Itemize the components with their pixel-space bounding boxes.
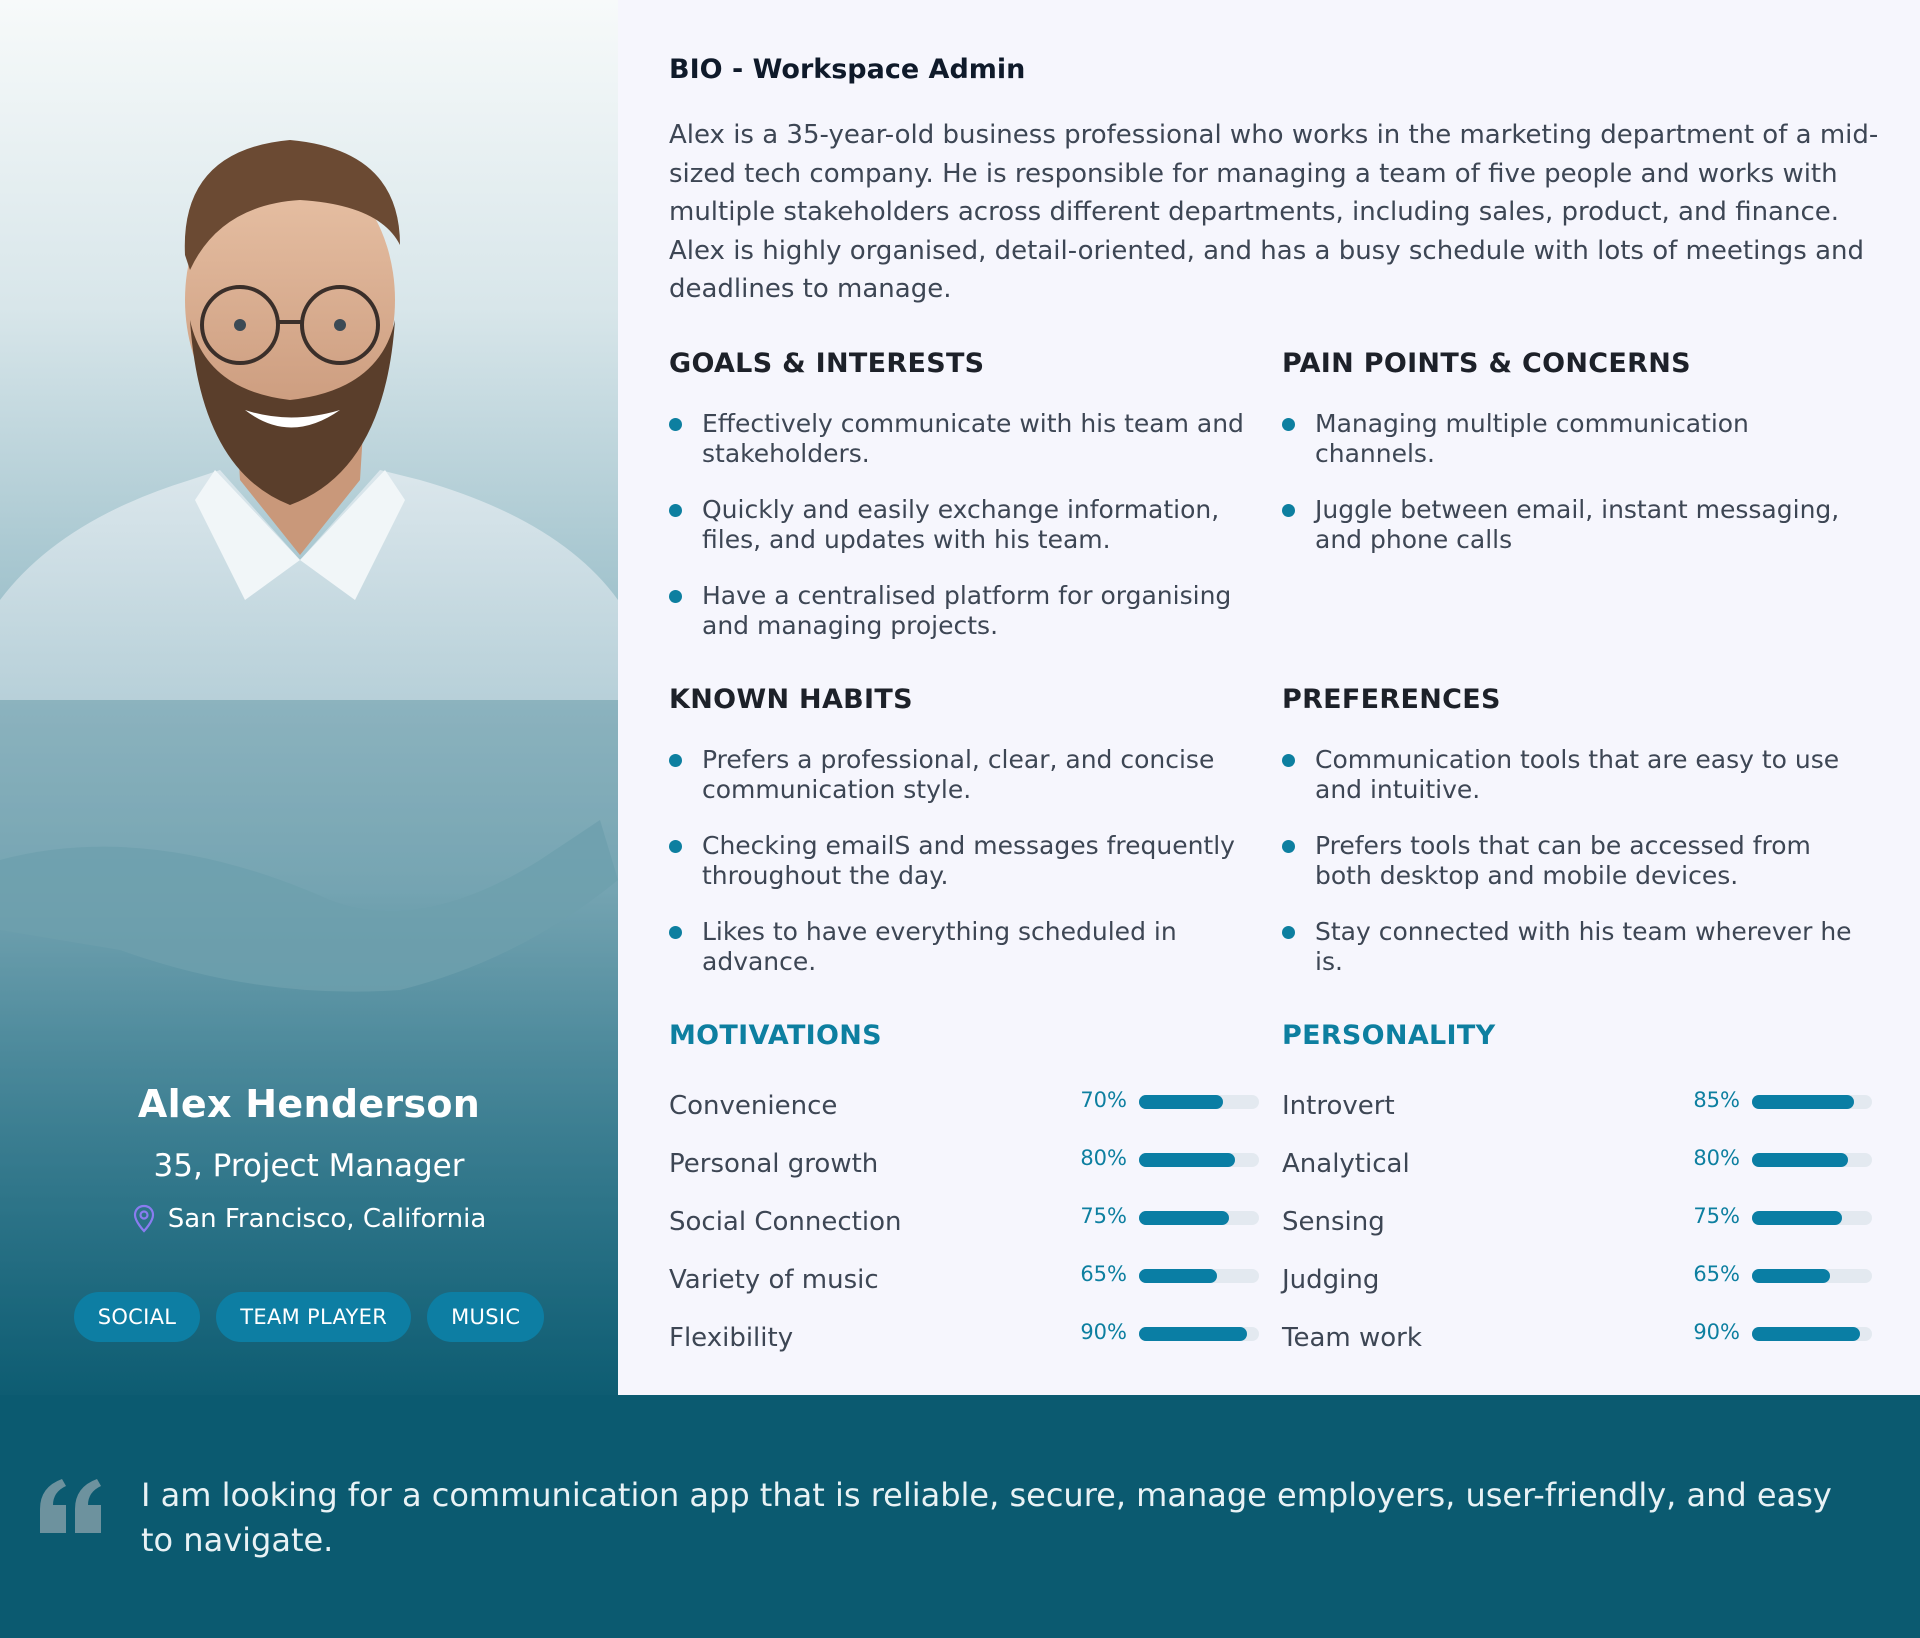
meter-percent: 75% [1693,1204,1740,1228]
motivations-section [669,1020,1259,1375]
bio-text: Alex is a 35-year-old business professional who works in the marketing department of a mid-sized tech company. He is responsible for managing a team of five people and works with multiple stakeholders across different departments, including sales, product, and finance. Alex is highly organised, detail-oriented, and has a busy schedule with lots of meetings and deadlines to manage. [669,120,1879,304]
list-item: Effectively communicate with his team and stakeholders. [669,409,1259,469]
bullet-icon [669,504,682,517]
meter-row [669,1259,1259,1317]
habits-section [669,684,1259,1003]
meter-label: Analytical [1282,1149,1410,1179]
persona-details [618,0,1920,1395]
habits-title: KNOWN HABITS [669,684,913,715]
progress-fill [1752,1153,1848,1167]
list-item: Stay connected with his team wherever he is. [1282,917,1872,977]
quote-text: I am looking for a communication app that is reliable, secure, manage employers, user-friendly, and easy to navigate. [141,1476,1832,1559]
map-pin-icon [132,1204,156,1234]
bullet-icon [1282,840,1295,853]
pain-points-section [1282,348,1872,581]
personality-section [1282,1020,1872,1375]
preferences-section [1282,684,1872,1003]
bullet-icon [669,754,682,767]
goals-title: GOALS & INTERESTS [669,348,985,379]
meter-percent: 85% [1693,1088,1740,1112]
progress-bar [1139,1211,1259,1225]
meter-row [1282,1143,1872,1201]
personality-meters [1282,1085,1872,1375]
list-item: Likes to have everything scheduled in advance. [669,917,1259,977]
bullet-icon [669,418,682,431]
tag-music[interactable]: MUSIC [427,1292,544,1342]
progress-bar [1752,1269,1872,1283]
profile-name: Alex Henderson [137,1082,481,1126]
profile-role: 35, Project Manager [153,1148,465,1184]
preferences-title: PREFERENCES [1282,684,1501,715]
meter-row [1282,1201,1872,1259]
list-item: Prefers tools that can be accessed from both desktop and mobile devices. [1282,831,1872,891]
meter-percent: 80% [1080,1146,1127,1170]
meter-label: Social Connection [669,1207,902,1237]
meter-percent: 80% [1693,1146,1740,1170]
progress-fill [1139,1095,1223,1109]
meter-label: Introvert [1282,1091,1395,1121]
progress-fill [1752,1269,1830,1283]
progress-bar [1752,1327,1872,1341]
profile-info [0,1082,618,1234]
progress-bar [1139,1095,1259,1109]
meter-row [1282,1085,1872,1143]
quote-mark-icon [36,1475,106,1535]
list-item: Juggle between email, instant messaging, and phone calls [1282,495,1872,555]
meter-percent: 65% [1080,1262,1127,1286]
meter-label: Variety of music [669,1265,879,1295]
progress-fill [1752,1327,1860,1341]
quote-band [0,1395,1920,1638]
list-item: Quickly and easily exchange information, files, and updates with his team. [669,495,1259,555]
list-item: Have a centralised platform for organising and managing projects. [669,581,1259,641]
bullet-icon [1282,504,1295,517]
progress-fill [1139,1211,1229,1225]
personality-title: PERSONALITY [1282,1020,1496,1051]
tag-social[interactable]: SOCIAL [74,1292,201,1342]
meter-row [669,1201,1259,1259]
meter-percent: 75% [1080,1204,1127,1228]
progress-bar [1139,1327,1259,1341]
meter-label: Flexibility [669,1323,794,1353]
pain-points-title: PAIN POINTS & CONCERNS [1282,348,1691,379]
meter-percent: 90% [1080,1320,1127,1344]
bio-title: BIO - Workspace Admin [669,54,1026,85]
meter-label: Judging [1282,1265,1380,1295]
progress-bar [1139,1269,1259,1283]
goals-section [669,348,1259,667]
meter-row [1282,1317,1872,1375]
list-item: Checking emailS and messages frequently throughout the day. [669,831,1259,891]
bullet-icon [1282,418,1295,431]
meter-row [669,1085,1259,1143]
meter-label: Personal growth [669,1149,879,1179]
tag-team-player[interactable]: TEAM PLAYER [216,1292,411,1342]
progress-bar [1752,1211,1872,1225]
list-item: Managing multiple communication channels. [1282,409,1872,469]
bullet-icon [669,926,682,939]
motivations-title: MOTIVATIONS [669,1020,882,1051]
profile-panel [0,0,618,1395]
bullet-icon [1282,754,1295,767]
meter-label: Team work [1282,1323,1422,1353]
meter-row [669,1143,1259,1201]
motivations-meters [669,1085,1259,1375]
list-item: Communication tools that are easy to use and intuitive. [1282,745,1872,805]
meter-percent: 65% [1693,1262,1740,1286]
list-item: Prefers a professional, clear, and concise communication style. [669,745,1259,805]
progress-fill [1752,1095,1854,1109]
bullet-icon [1282,926,1295,939]
progress-bar [1139,1153,1259,1167]
meter-percent: 90% [1693,1320,1740,1344]
bullet-icon [669,590,682,603]
progress-fill [1139,1269,1217,1283]
progress-fill [1139,1153,1235,1167]
meter-label: Sensing [1282,1207,1385,1237]
profile-tags [0,1292,618,1342]
progress-fill [1752,1211,1842,1225]
meter-row [1282,1259,1872,1317]
meter-row [669,1317,1259,1375]
meter-label: Convenience [669,1091,838,1121]
progress-bar [1752,1153,1872,1167]
bullet-icon [669,840,682,853]
meter-percent: 70% [1080,1088,1127,1112]
progress-bar [1752,1095,1872,1109]
profile-location-text: San Francisco, California [167,1204,487,1234]
progress-fill [1139,1327,1247,1341]
profile-location [0,1204,618,1234]
